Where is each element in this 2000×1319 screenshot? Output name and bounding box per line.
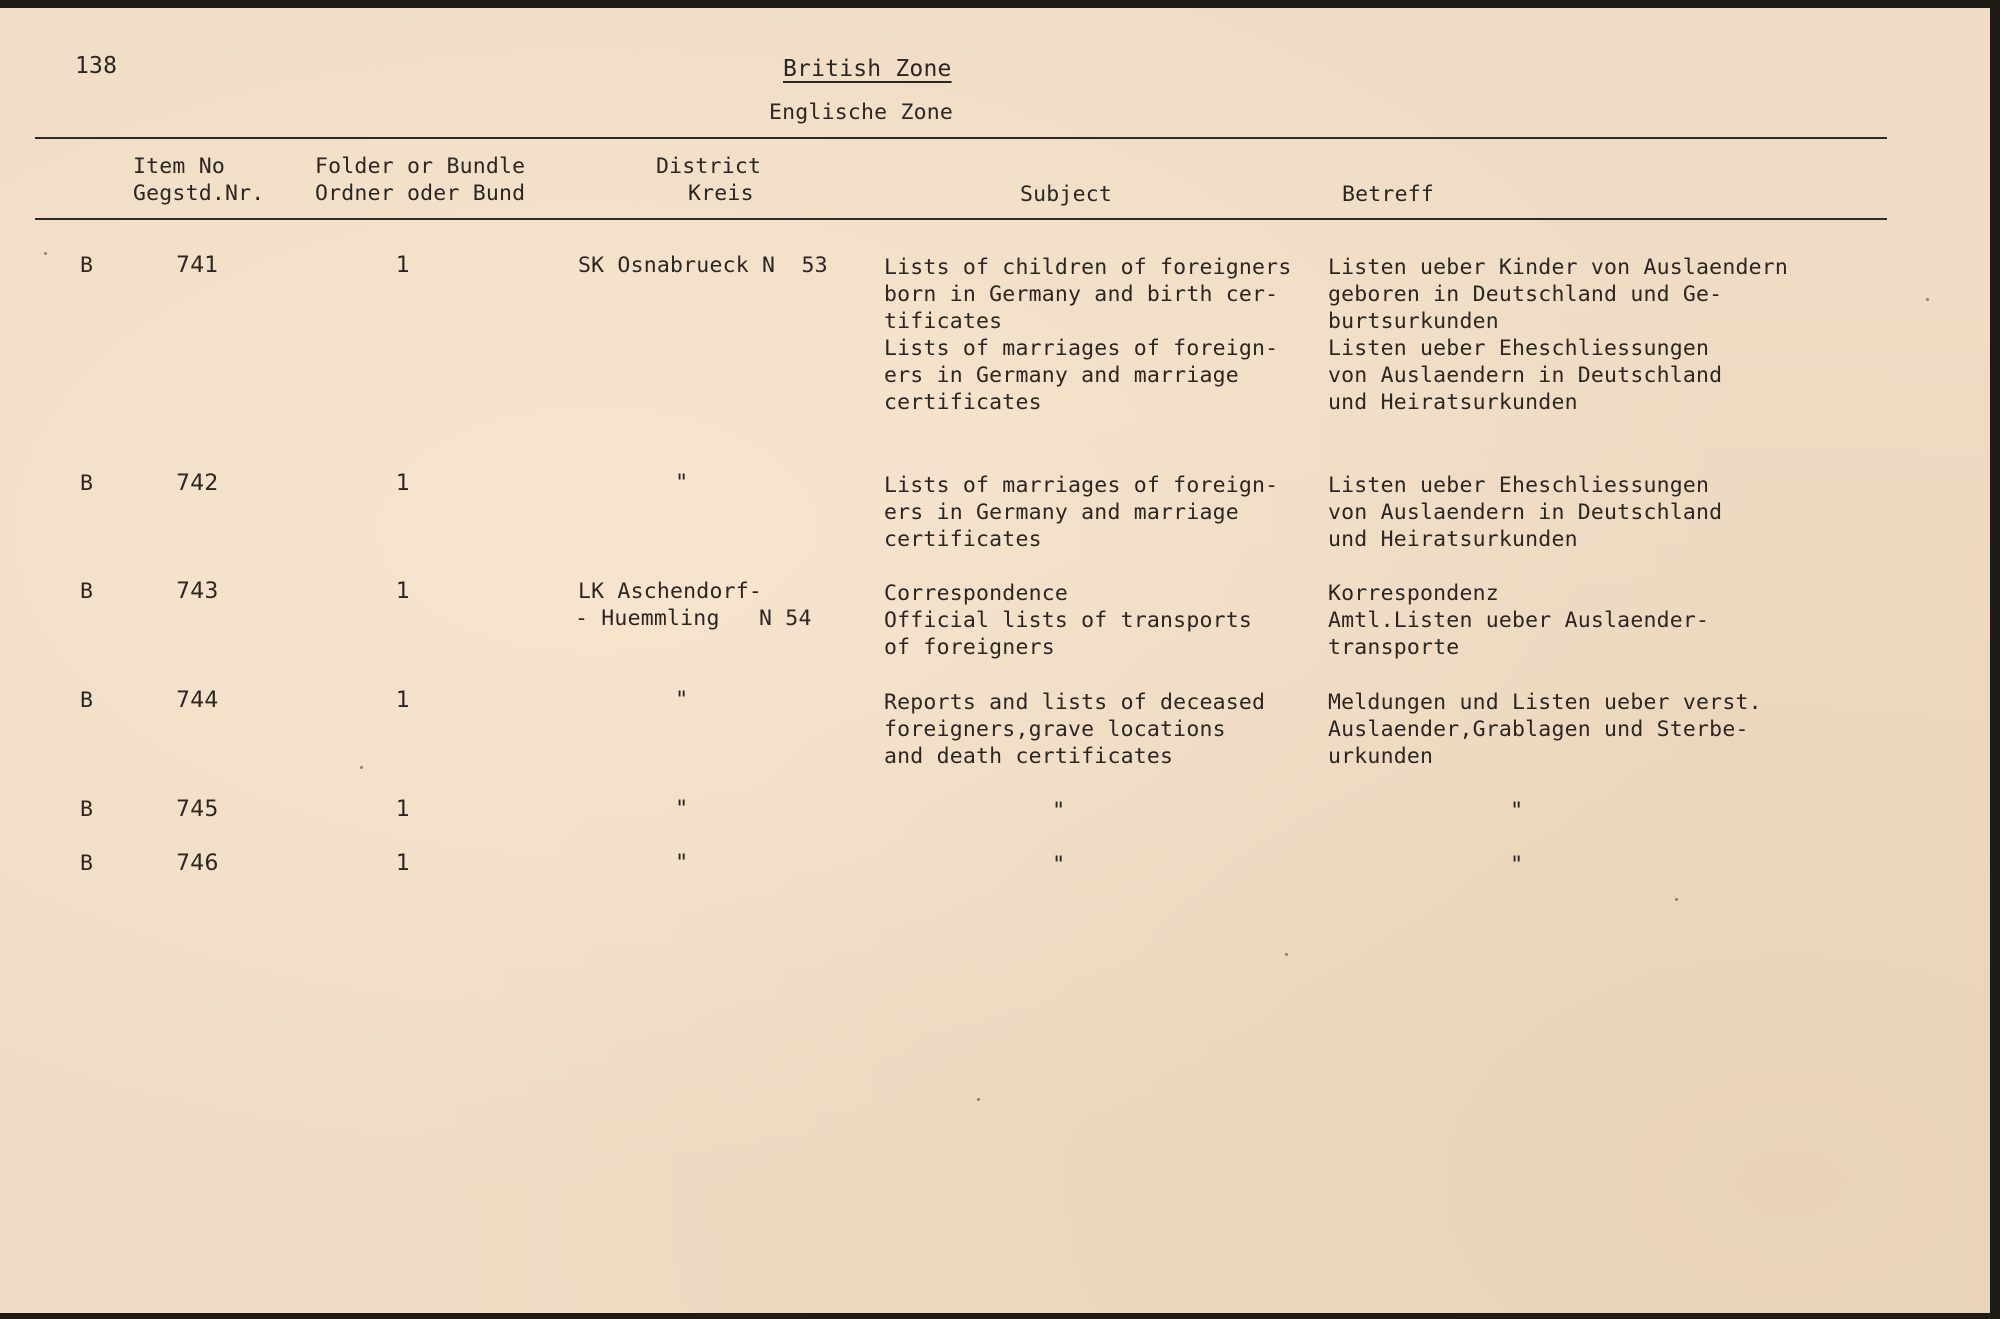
row-subject-line: ers in Germany and marriage [884,363,1239,388]
row-subject-line: ers in Germany and marriage [884,500,1239,525]
row-district-line: " [675,851,689,876]
row-betreff-line: " [1510,799,1524,824]
row-betreff-line: Listen ueber Eheschliessungen [1328,473,1710,498]
page-number: 138 [75,53,118,79]
row-subject-line: of foreigners [884,635,1055,660]
row-betreff-line: Auslaender,Grablagen und Sterbe- [1328,717,1749,742]
row-betreff-line: Meldungen und Listen ueber verst. [1328,690,1762,715]
speck [360,766,363,769]
row-betreff-line: " [1510,853,1524,878]
row-subject-line: Lists of marriages of foreign- [884,336,1279,361]
row-code: B [80,688,94,713]
header-subject: Subject [1020,182,1113,207]
row-item-number: 744 [176,688,219,713]
row-district-line: " [675,471,689,496]
row-subject-line: Lists of children of foreigners [884,255,1292,280]
row-betreff-line: von Auslaendern in Deutschland [1328,363,1723,388]
row-item-number: 743 [176,579,219,604]
row-betreff-line: geboren in Deutschland und Ge- [1328,282,1723,307]
row-folder-count: 1 [396,797,411,822]
row-subject-line: certificates [884,390,1042,415]
document-page [0,8,1990,1313]
row-code: B [80,579,94,604]
row-folder-count: 1 [396,471,411,496]
row-item-number: 741 [176,253,219,278]
row-betreff-line: Korrespondenz [1328,581,1499,606]
row-subject-line: tificates [884,309,1003,334]
header-district: District [656,154,762,179]
row-betreff-line: von Auslaendern in Deutschland [1328,500,1723,525]
row-subject-line: Lists of marriages of foreign- [884,473,1279,498]
row-folder-count: 1 [396,579,411,604]
row-district-line: " [675,797,689,822]
row-subject-line: born in Germany and birth cer- [884,282,1279,307]
row-subject-line: " [1052,799,1066,824]
row-code: B [80,851,94,876]
row-betreff-line: und Heiratsurkunden [1328,390,1578,415]
row-folder-count: 1 [396,253,411,278]
speck [1926,298,1929,301]
row-district-line: - Huemmling N 54 [575,606,812,631]
row-betreff-line: und Heiratsurkunden [1328,527,1578,552]
row-item-number: 745 [176,797,219,822]
row-subject-line: foreigners,grave locations [884,717,1226,742]
header-betreff: Betreff [1342,182,1435,207]
row-item-number: 746 [176,851,219,876]
row-subject-line: and death certificates [884,744,1174,769]
row-code: B [80,797,94,822]
scan-edge [0,0,2000,8]
row-item-number: 742 [176,471,219,496]
row-subject-line: Reports and lists of deceased [884,690,1266,715]
row-district-line: " [675,688,689,713]
speck [44,252,47,255]
row-betreff-line: Amtl.Listen ueber Auslaender- [1328,608,1710,633]
speck [1675,898,1678,901]
row-betreff-line: transporte [1328,635,1460,660]
header-folder: Folder or Bundle Ordner oder Bund [315,154,526,206]
header-kreis: Kreis [688,181,754,206]
row-betreff-line: burtsurkunden [1328,309,1499,334]
row-betreff-line: urkunden [1328,744,1434,769]
row-folder-count: 1 [396,688,411,713]
page-title: British Zone [783,56,952,82]
row-folder-count: 1 [396,851,411,876]
header-item-no: Item No Gegstd.Nr. [133,154,265,206]
speck [977,1098,980,1101]
page-subtitle: Englische Zone [769,100,954,125]
header-bottom-rule [35,218,1887,220]
speck [1285,953,1288,956]
header-top-rule [35,137,1887,139]
row-code: B [80,253,94,278]
row-subject-line: " [1052,853,1066,878]
row-betreff-line: Listen ueber Kinder von Auslaendern [1328,255,1789,280]
row-betreff-line: Listen ueber Eheschliessungen [1328,336,1710,361]
row-subject-line: certificates [884,527,1042,552]
row-district-line: SK Osnabrueck N 53 [578,253,828,278]
row-subject-line: Official lists of transports [884,608,1253,633]
row-district-line: LK Aschendorf- [578,579,763,604]
row-code: B [80,471,94,496]
row-subject-line: Correspondence [884,581,1069,606]
